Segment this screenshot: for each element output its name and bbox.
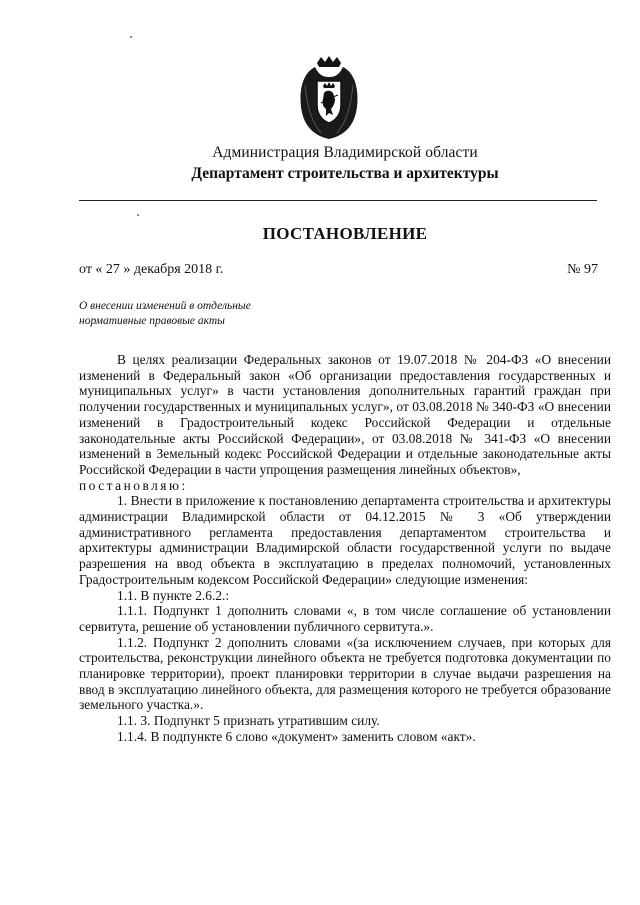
scan-artifact [137,214,139,216]
subject-line: О внесении изменений в отдельные [79,300,251,312]
organization-name: Администрация Владимирской области [212,144,478,161]
item-paragraph: 1.1.1. Подпункт 1 дополнить словами «, в том числе соглашение об установлении сервитута, решение об установлении публичного сервитута.». [79,603,611,634]
document-number: № 97 [567,262,598,277]
item-paragraph: 1.1.2. Подпункт 2 дополнить словами «(за исключением случаев, при которых для строительства, реконструкции линейного объекта не требуется подготовка документации по планировке территории), проект планировки территории в случае выдачи разрешения на ввод в эксплуатацию линейного объекта, для размещения которого не требуется образование земельного участка.». [79,634,611,713]
resolve-line [79,478,611,494]
item-paragraph: 1.1. В пункте 2.6.2.: [117,587,230,603]
document-date: от « 27 » декабря 2018 г. [79,262,224,277]
preamble-paragraph: В целях реализации Федеральных законов от 19.07.2018 № 204-ФЗ «О внесении изменений в Федеральный закон «Об организации предоставления государственных и муниципальных услуг» в части установления дополнительных гарантий граждан при получении государственных и муниципальных услуг», от 03.08.2018 № 340-ФЗ «О внесении изменений в Градостроительный кодекс Российской Федерации и отдельные законодательные акты Российской Федерации», от 03.08.2018 № 341-ФЗ «О внесении изменений в Земельный кодекс Российской Федерации и отдельные законодательные акты Российской Федерации в части упрощения размещения линейных объектов», [79,352,611,477]
item-paragraph: 1. Внести в приложение к постановлению департамента строительства и архитектуры администрации Владимирской области от 04.12.2015 № 3 «Об утверждении административного регламента предоставления департаментом строительства и архитектуры администрации Владимирской области государственной услуги по выдаче разрешения на ввод объекта в эксплуатацию в пределах полномочий, установленных Градостроительным кодексом Российской Федерации» следующие изменения: [79,493,611,587]
item-paragraph: 1.1.4. В подпункте 6 слово «документ» заменить словом «акт». [117,728,476,744]
document-type: ПОСТАНОВЛЕНИЕ [262,224,428,243]
document-subject [79,299,251,329]
item-paragraph: 1.1. 3. Подпункт 5 признать утратившим силу. [117,713,380,729]
header-divider [79,200,597,201]
document-body [79,352,611,745]
department-name: Департамент строительства и архитектуры [191,165,499,182]
coat-of-arms-icon [295,55,363,141]
scan-artifact [130,36,132,38]
subject-line: нормативные правовые акты [79,315,225,327]
resolve-word: постановляю: [79,477,188,493]
